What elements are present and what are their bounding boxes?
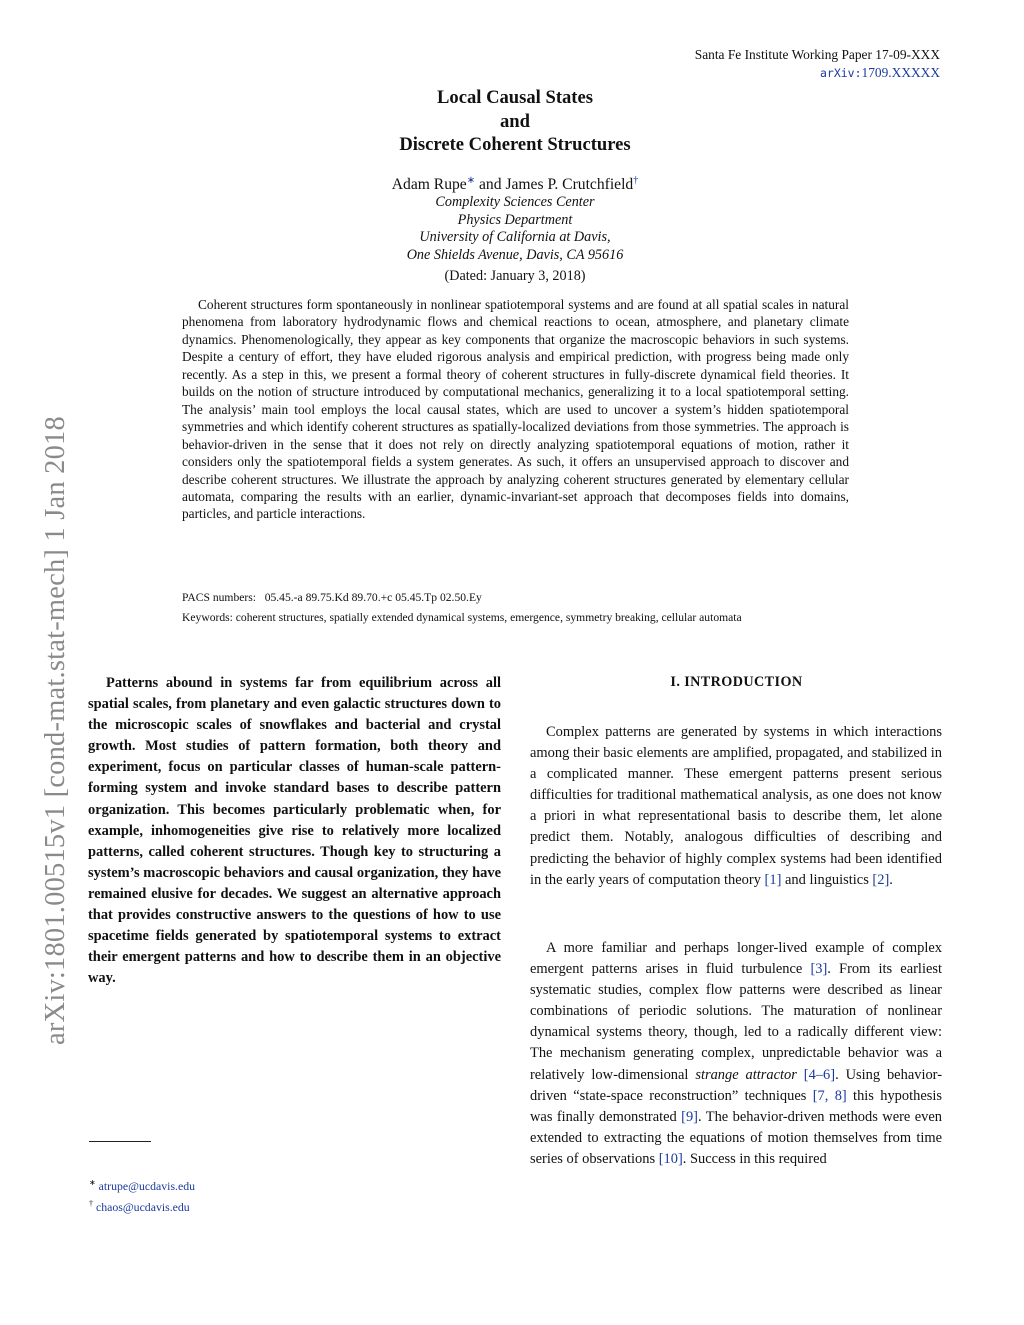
para1-mid: and linguistics (781, 871, 873, 888)
author-2-mark[interactable]: † (633, 175, 639, 186)
footnote-2 (89, 1195, 195, 1216)
citation-9[interactable]: [9] (681, 1108, 698, 1125)
email-link-2[interactable]: chaos@ucdavis.edu (95, 1199, 190, 1214)
para2-text-4: . Using behavior-driven “state-space reconstruction” techniques (530, 1066, 942, 1104)
para2-text-5: this hypothesis was finally demonstrated (530, 1087, 943, 1125)
author-conjunction: and (479, 176, 502, 194)
affiliation (0, 194, 1024, 264)
citation-1[interactable]: [1] (764, 871, 782, 888)
working-paper-label: Santa Fe Institute Working Paper 17-09-XXX (694, 47, 940, 62)
author-1: Adam Rupe (391, 176, 467, 194)
para1-end: . (889, 871, 893, 888)
affiliation-line-4: One Shields Avenue, Davis, CA 95616 (406, 246, 624, 263)
arxiv-link[interactable] (695, 64, 940, 82)
citation-2[interactable]: [2] (872, 871, 890, 888)
bold-lead-paragraph: Patterns abound in systems far from equilibrium across all spatial scales, from planetary and even galactic structures down to the microscopic scales of snowflakes and bacterial and crystal growth. Most studies of pattern formation, both theory and experiment, focus on particular classes of human-scale pattern-forming system and invoke standard bases to describe pattern organization. This becomes particularly problematic when, for example, inhomogeneities give rise to relatively more localized patterns, called coherent structures. Though key to structuring a system’s macroscopic behaviors and causal organization, they have remained elusive for decades. We suggest an alternative approach that provides constructive answers to the questions of how to use spacetime fields generated by spatiotemporal systems to extract their emergent patterns and how to describe them in an objective way. (88, 675, 501, 987)
title-line-2: and (500, 110, 530, 132)
keywords: Keywords: coherent structures, spatially extended dynamical systems, emergence, symmetry breaking, cellular automata (182, 611, 742, 624)
citation-8[interactable]: 8] (834, 1087, 847, 1104)
footnote-rule (89, 1141, 151, 1142)
arxiv-prefix: arXiv: (819, 66, 862, 80)
date-line: (Dated: January 3, 2018) (444, 268, 586, 284)
citation-10[interactable]: [10] (658, 1150, 683, 1167)
para2-text-2: . From its earliest systematic studies, complex flow patterns were described as linear combinations of periodic solutions. The maturation of nonlinear dynamical systems theory, though, led to a radically different view: The mechanism generating complex, unpredictable behavior was a relatively low-dimensional (530, 961, 942, 1083)
footnote-1-mark: ∗ (89, 1178, 96, 1187)
intro-paragraph-2 (530, 938, 942, 1170)
para2-text-1: A more familiar and perhaps longer-lived example of complex emergent patterns arises in fluid turbulence (530, 940, 942, 978)
para2-text-6: . The behavior-driven methods were even extended to extracting the equations of motion themselves from time series of observations (530, 1108, 942, 1167)
footnote-2-mark: † (89, 1198, 93, 1208)
title-line-3: Discrete Coherent Structures (399, 134, 631, 155)
para2-text-7: . Success in this required (682, 1150, 827, 1167)
intro-paragraph-1 (530, 722, 942, 891)
author-2: James P. Crutchfield (505, 176, 634, 194)
pacs-numbers (182, 591, 482, 604)
pacs-value: 05.45.-a 89.75.Kd 89.70.+c 05.45.Tp 02.50.Ey (264, 591, 482, 604)
para2-space (797, 1067, 804, 1083)
abstract: Coherent structures form spontaneously in nonlinear spatiotemporal systems and are found at all spatial scales in natural phenomena from laboratory hydrodynamic flows and chemical reactions to ocean, atmosphere, and planetary climate dynamics. Phenomenologically, they appear as key components that organize the macroscopic behaviors in such systems. Despite a century of effort, they have eluded rigorous analysis and empirical prediction, with progress being made only recently. As a step in this, we present a formal theory of coherent structures in fully-discrete dynamical field theories. It builds on the notion of structure introduced by computational mechanics, generalizing it to a local spatiotemporal setting. The analysis’ main tool employs the local causal states, which are used to uncover a system’s hidden spatiotemporal symmetries and which identify coherent structures as spatially-localized deviations from those symmetries. The approach is behavior-driven in the sense that it does not rely on directly analyzing spatiotemporal equations of motion, rather it considers only the spatiotemporal fields a system generates. As such, it offers an unsupervised approach to discover and describe coherent structures. We illustrate the approach by analyzing coherent structures generated by elementary cellular automata, comparing the results with an earlier, dynamic-invariant-set approach that decomposes fields into domains, particles, and particle interactions. (182, 297, 849, 522)
author-line (0, 175, 1024, 194)
arxiv-id: 1709.XXXXX (861, 65, 940, 80)
author-1-mark[interactable]: ∗ (466, 175, 476, 186)
paper-title (0, 86, 1024, 157)
para1-text: Complex patterns are generated by systems in which interactions among their basic elements are amplified, propagated, and stabilized in a complicated manner. These emergent patterns present serious difficulties for traditional mathematical analysis, as one does not know a priori in what representational basis to describe them, let alone predict them. Notably, analogous difficulties of describing and predicting the behavior of highly complex systems had been identified in the early years of computation theory (530, 724, 942, 888)
citation-3[interactable]: [3] (810, 961, 828, 978)
affiliation-line-2: Physics Department (457, 211, 573, 228)
email-link-1[interactable]: atrupe@ucdavis.edu (98, 1178, 196, 1193)
page-header (695, 46, 940, 82)
section-heading-introduction: I. INTRODUCTION (670, 674, 803, 690)
pacs-label: PACS numbers: (182, 591, 256, 604)
footnote-1 (89, 1174, 195, 1195)
title-line-1: Local Causal States (437, 87, 593, 108)
citation-4-6[interactable]: [4–6] (803, 1066, 836, 1083)
citation-7[interactable]: [7, (812, 1087, 835, 1104)
para2-italic-term: strange attractor (695, 1066, 797, 1083)
arxiv-side-stamp-text: arXiv:1801.00515v1 [cond-mat.stat-mech] 1 Jan 2018 (40, 416, 71, 1045)
footnotes (89, 1174, 195, 1216)
affiliation-line-1: Complexity Sciences Center (435, 194, 595, 210)
affiliation-line-3: University of California at Davis, (419, 229, 611, 245)
